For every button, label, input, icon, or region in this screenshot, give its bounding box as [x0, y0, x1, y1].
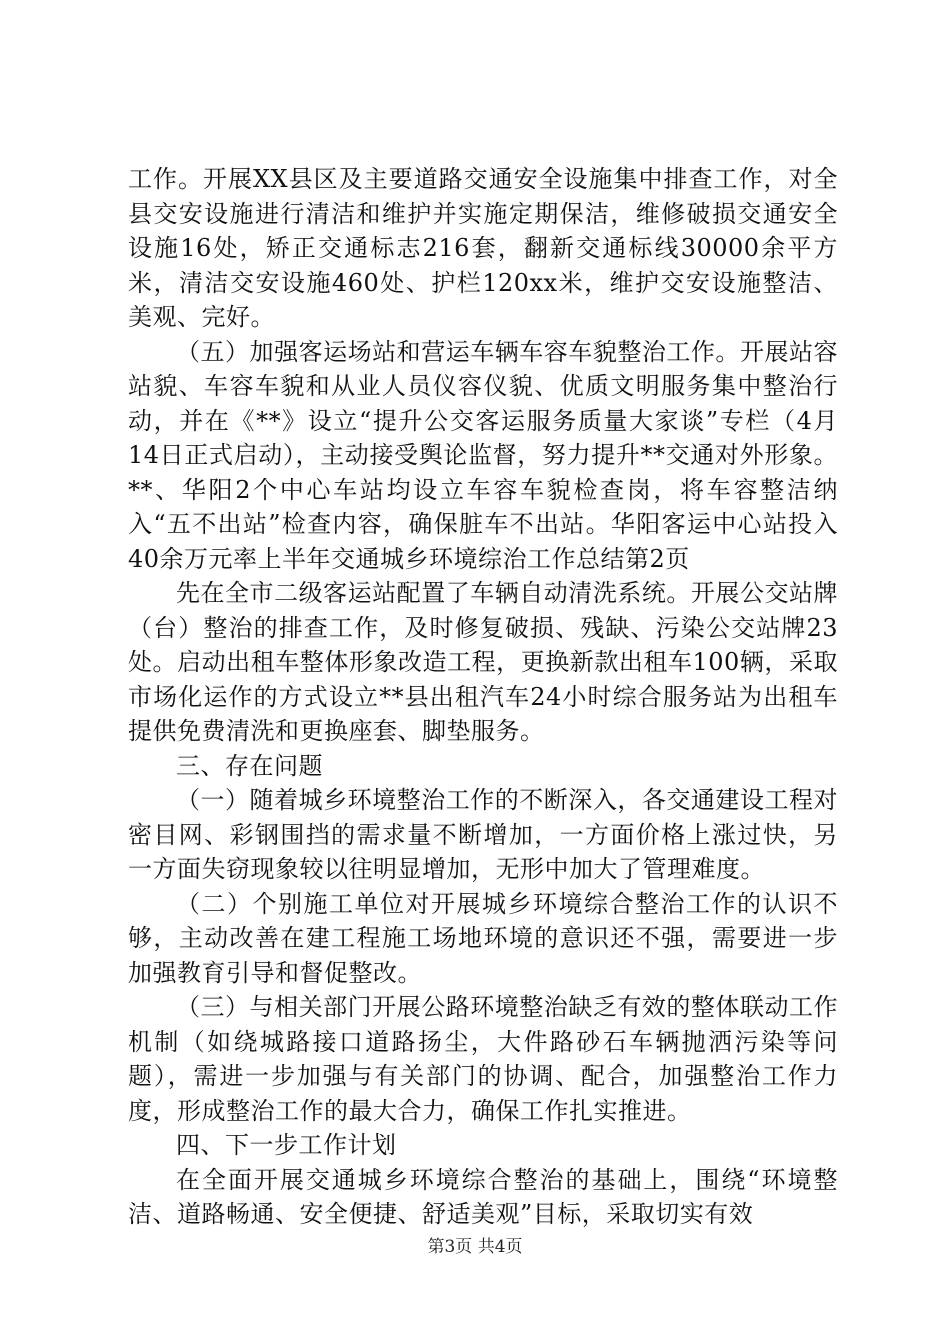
paragraph-problem-3: （三）与相关部门开展公路环境整治缺乏有效的整体联动工作机制（如绕城路接口道路扬尘，大件路砂石车辆抛洒污染等问题），需进一步加强与有关部门的协调、配合，加强整治工作力度，形成整治工作的最大合力，确保工作扎实推进。 [128, 993, 838, 1125]
paragraph-page-continuation: 先在全市二级客运站配置了车辆自动清洗系统。开展公交站牌（台）整治的排查工作，及时修复破损、残缺、污染公交站牌23处。启动出租车整体形象改造工程，更换新款出租车100辆，采取市场化运作的方式设立**县出租汽车24小时综合服务站为出租车提供免费清洗和更换座套、脚垫服务。 [128, 579, 838, 745]
paragraph-problem-1: （一）随着城乡环境整治工作的不断深入，各交通建设工程对密目网、彩钢围挡的需求量不断增加，一方面价格上涨过快，另一方面失窃现象较以往明显增加，无形中加大了管理难度。 [128, 786, 838, 883]
page-number: 第3页 共4页 [427, 1237, 523, 1257]
paragraph-section-5: （五）加强客运场站和营运车辆车容车貌整治工作。开展站容站貌、车容车貌和从业人员仪容仪貌、优质文明服务集中整治行动，并在《**》设立“提升公交客运服务质量大家谈”专栏（4月14日正式启动），主动接受舆论监督，努力提升**交通对外形象。**、华阳2个中心车站均设立车容车貌检查岗，将车容整洁纳入“五不出站”检查内容，确保脏车不出站。华阳客运中心站投入40余万元率上半年交通城乡环境综治工作总结第2页 [128, 337, 838, 573]
heading-existing-problems: 三、存在问题 [176, 751, 323, 780]
paragraph-problem-2: （二）个别施工单位对开展城乡环境综合整治工作的认识不够，主动改善在建工程施工场地环境的意识还不强，需要进一步加强教育引导和督促整改。 [128, 889, 838, 987]
heading-next-steps: 四、下一步工作计划 [176, 1131, 397, 1159]
paragraph-next-steps: 在全面开展交通城乡环境综合整治的基础上，围绕“环境整洁、道路畅通、安全便捷、舒适美观”目标，采取切实有效 [128, 1165, 838, 1228]
paragraph-continued: 工作。开展XX县区及主要道路交通安全设施集中排查工作，对全县交安设施进行清洁和维护并实施定期保洁，维修破损交通安全设施16处，矫正交通标志216套，翻新交通标线30000余平方米，清洁交安设施460处、护栏120xx米，维护交安设施整洁、美观、完好。 [128, 165, 838, 331]
document-body [128, 162, 838, 1232]
